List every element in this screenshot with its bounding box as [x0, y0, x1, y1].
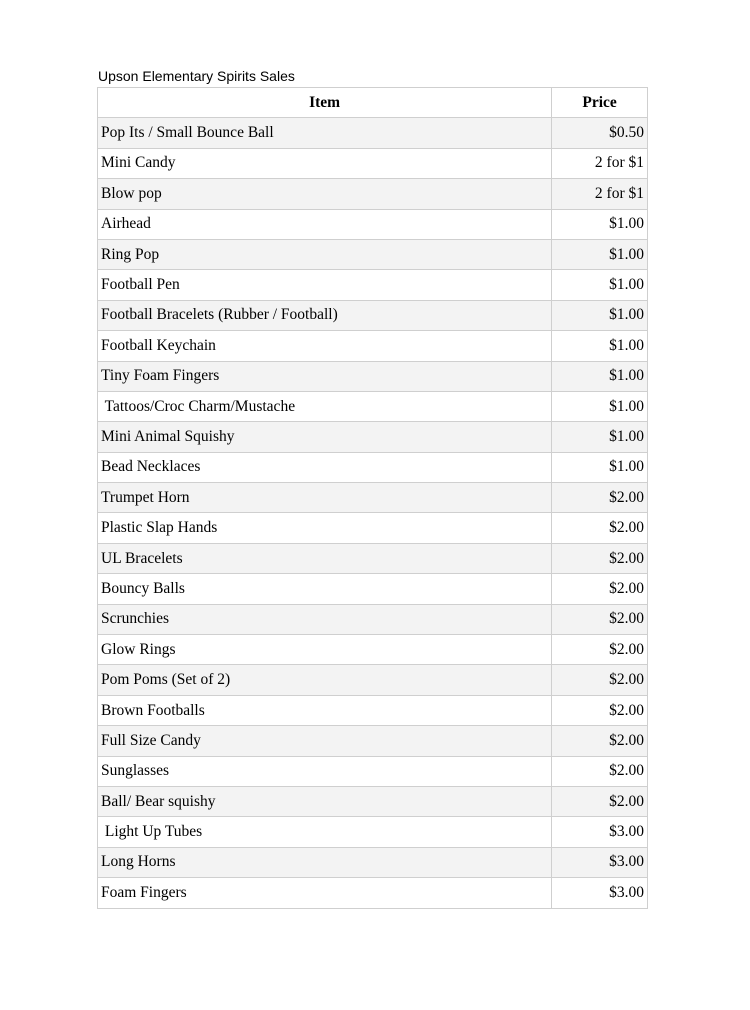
item-cell: Glow Rings — [98, 635, 552, 665]
price-cell: $2.00 — [552, 483, 648, 513]
item-cell: Football Keychain — [98, 331, 552, 361]
price-cell: $2.00 — [552, 635, 648, 665]
header-row — [98, 88, 648, 118]
item-column-header: Item — [98, 88, 552, 118]
item-cell: Football Bracelets (Rubber / Football) — [98, 300, 552, 330]
table-row — [98, 847, 648, 877]
item-cell: Football Pen — [98, 270, 552, 300]
table-row — [98, 635, 648, 665]
table-row — [98, 270, 648, 300]
item-cell: Tattoos/Croc Charm/Mustache — [98, 391, 552, 421]
table-body — [98, 118, 648, 908]
table-row — [98, 483, 648, 513]
table-row — [98, 331, 648, 361]
item-cell: Blow pop — [98, 179, 552, 209]
table-row — [98, 695, 648, 725]
item-cell: Long Horns — [98, 847, 552, 877]
price-cell: $1.00 — [552, 361, 648, 391]
item-cell: Ring Pop — [98, 239, 552, 269]
item-cell: Trumpet Horn — [98, 483, 552, 513]
price-cell: $2.00 — [552, 786, 648, 816]
price-column-header: Price — [552, 88, 648, 118]
table-row — [98, 118, 648, 148]
table-row — [98, 574, 648, 604]
table-row — [98, 361, 648, 391]
item-cell: Mini Candy — [98, 148, 552, 178]
item-cell: Full Size Candy — [98, 726, 552, 756]
table-row — [98, 786, 648, 816]
price-cell: $1.00 — [552, 331, 648, 361]
price-cell: $1.00 — [552, 300, 648, 330]
table-row — [98, 148, 648, 178]
price-cell: $2.00 — [552, 574, 648, 604]
item-cell: Pom Poms (Set of 2) — [98, 665, 552, 695]
table-row — [98, 179, 648, 209]
price-cell: $3.00 — [552, 817, 648, 847]
item-cell: Bouncy Balls — [98, 574, 552, 604]
table-row — [98, 726, 648, 756]
item-cell: Light Up Tubes — [98, 817, 552, 847]
price-cell: $1.00 — [552, 422, 648, 452]
table-row — [98, 665, 648, 695]
item-cell: UL Bracelets — [98, 543, 552, 573]
table-row — [98, 391, 648, 421]
item-cell: Foam Fingers — [98, 878, 552, 908]
price-cell: $2.00 — [552, 756, 648, 786]
item-cell: Bead Necklaces — [98, 452, 552, 482]
table-row — [98, 817, 648, 847]
document-title: Upson Elementary Spirits Sales — [98, 68, 295, 84]
table-row — [98, 513, 648, 543]
item-cell: Ball/ Bear squishy — [98, 786, 552, 816]
price-cell: $2.00 — [552, 726, 648, 756]
price-cell: 2 for $1 — [552, 179, 648, 209]
price-table — [97, 87, 648, 909]
item-cell: Mini Animal Squishy — [98, 422, 552, 452]
table-row — [98, 209, 648, 239]
price-cell: $3.00 — [552, 847, 648, 877]
table-row — [98, 422, 648, 452]
table-header — [98, 88, 648, 118]
price-cell: $2.00 — [552, 543, 648, 573]
item-cell: Sunglasses — [98, 756, 552, 786]
item-cell: Plastic Slap Hands — [98, 513, 552, 543]
price-cell: $1.00 — [552, 270, 648, 300]
price-cell: $1.00 — [552, 391, 648, 421]
price-cell: 2 for $1 — [552, 148, 648, 178]
table-row — [98, 756, 648, 786]
price-cell: $0.50 — [552, 118, 648, 148]
price-cell: $2.00 — [552, 604, 648, 634]
table-row — [98, 543, 648, 573]
price-cell: $2.00 — [552, 695, 648, 725]
price-cell: $1.00 — [552, 452, 648, 482]
price-cell: $2.00 — [552, 513, 648, 543]
table-row — [98, 239, 648, 269]
table-row — [98, 452, 648, 482]
item-cell: Scrunchies — [98, 604, 552, 634]
table-row — [98, 878, 648, 908]
table-row — [98, 604, 648, 634]
price-cell: $1.00 — [552, 209, 648, 239]
price-cell: $1.00 — [552, 239, 648, 269]
item-cell: Airhead — [98, 209, 552, 239]
price-cell: $3.00 — [552, 878, 648, 908]
table-row — [98, 300, 648, 330]
item-cell: Tiny Foam Fingers — [98, 361, 552, 391]
price-cell: $2.00 — [552, 665, 648, 695]
item-cell: Brown Footballs — [98, 695, 552, 725]
item-cell: Pop Its / Small Bounce Ball — [98, 118, 552, 148]
